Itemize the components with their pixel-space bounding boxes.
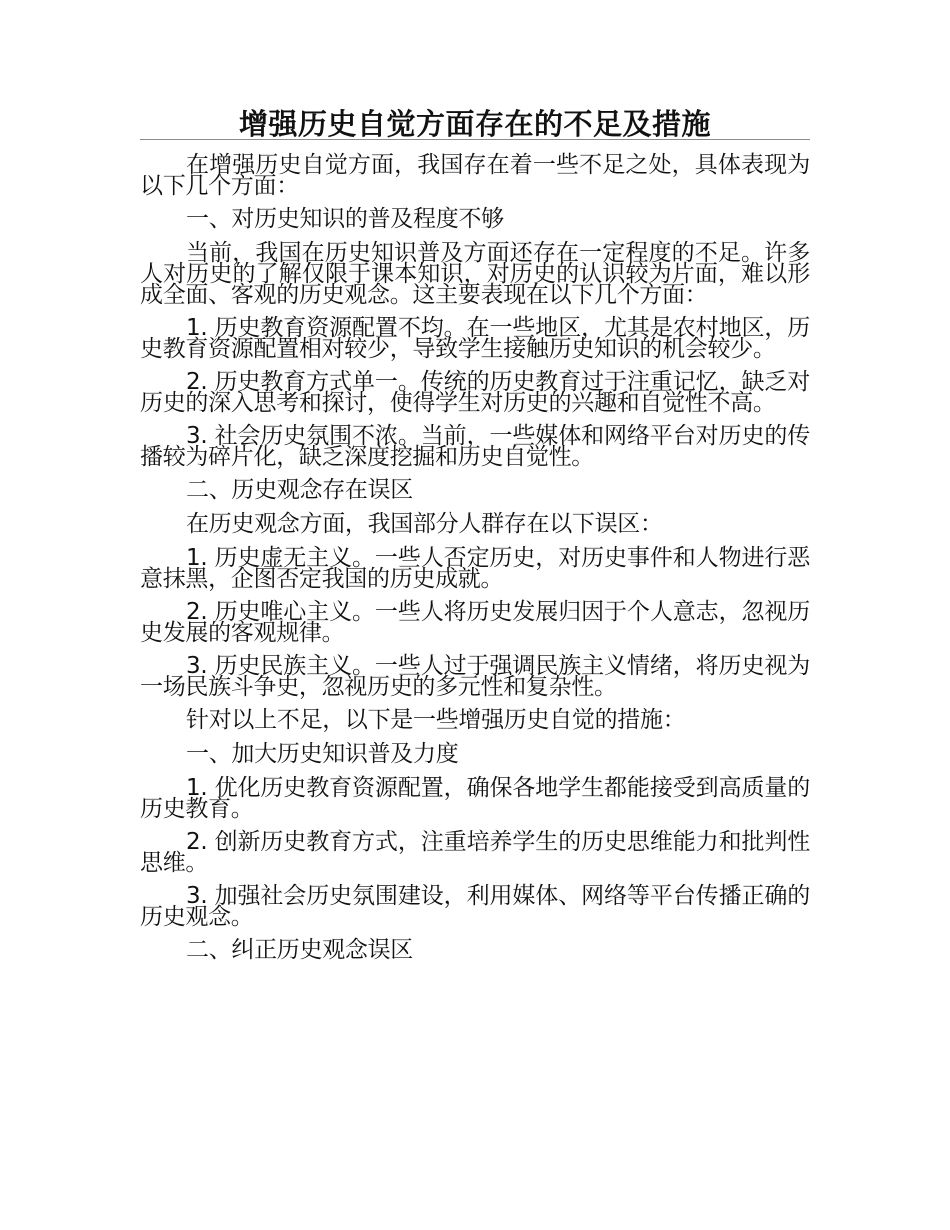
list-item: 2. 历史教育方式单一。传统的历史教育过于注重记忆，缺乏对历史的深入思考和探讨，使得学生对历史的兴趣和自觉性不高。 [140, 369, 810, 416]
paragraph: 当前，我国在历史知识普及方面还存在一定程度的不足。许多人对历史的了解仅限于课本知识，对历史的认识较为片面，难以形成全面、客观的历史观念。这主要表现在以下几个方面： [140, 240, 810, 308]
document-title: 增强历史自觉方面存在的不足及措施 [238, 107, 711, 141]
title-underline [140, 139, 810, 140]
paragraph: 针对以上不足，以下是一些增强历史自觉的措施： [186, 707, 686, 733]
list-item: 3. 社会历史氛围不浓。当前，一些媒体和网络平台对历史的传播较为碎片化，缺乏深度挖掘和历史自觉性。 [140, 423, 810, 470]
document-body [140, 152, 810, 974]
section-heading: 一、对历史知识的普及程度不够 [186, 206, 504, 232]
list-item: 2. 历史唯心主义。一些人将历史发展归因于个人意志，忽视历史发展的客观规律。 [140, 599, 810, 646]
section-heading: 一、加大历史知识普及力度 [186, 741, 459, 767]
paragraph-intro: 在增强历史自觉方面，我国存在着一些不足之处，具体表现为以下几个方面： [140, 152, 810, 199]
paragraph: 在历史观念方面，我国部分人群存在以下误区： [186, 511, 663, 537]
list-item: 1. 历史教育资源配置不均。在一些地区，尤其是农村地区，历史教育资源配置相对较少，导致学生接触历史知识的机会较少。 [140, 315, 810, 362]
list-item: 2. 创新历史教育方式，注重培养学生的历史思维能力和批判性思维。 [140, 829, 810, 876]
section-heading: 二、纠正历史观念误区 [186, 937, 414, 963]
list-item: 3. 历史民族主义。一些人过于强调民族主义情绪，将历史视为一场民族斗争史，忽视历史的多元性和复杂性。 [140, 653, 810, 700]
list-item: 3. 加强社会历史氛围建设，利用媒体、网络等平台传播正确的历史观念。 [140, 883, 810, 930]
section-heading: 二、历史观念存在误区 [186, 477, 414, 503]
list-item: 1. 优化历史教育资源配置，确保各地学生都能接受到高质量的历史教育。 [140, 775, 810, 822]
list-item: 1. 历史虚无主义。一些人否定历史，对历史事件和人物进行恶意抹黑，企图否定我国的历史成就。 [140, 545, 810, 592]
